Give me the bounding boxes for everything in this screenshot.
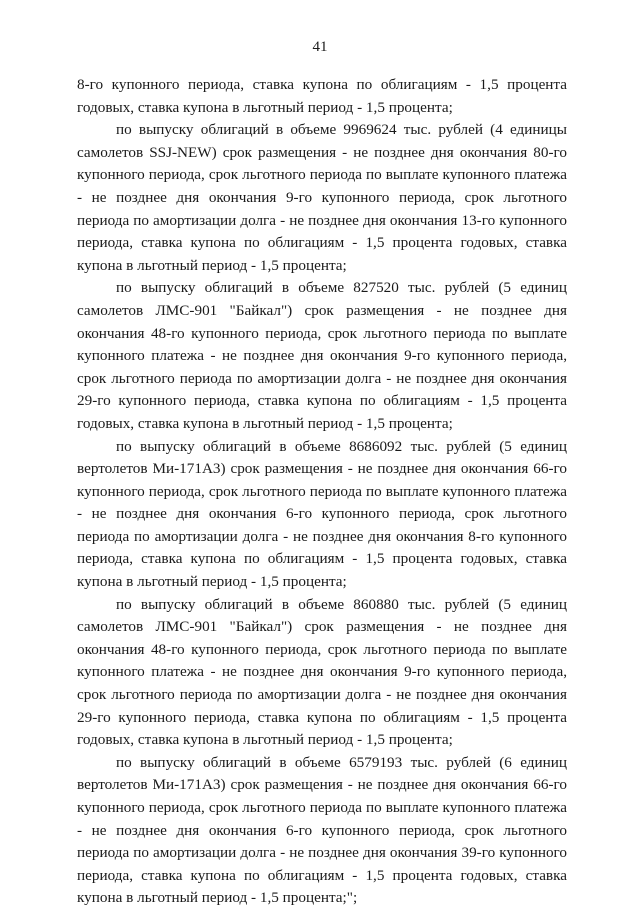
paragraph-mi171a3-issue-1: по выпуску облигаций в объеме 8686092 тыс. рублей (5 единиц вертолетов Ми-171А3) срок размещения - не позднее дня окончания 66-го купонного периода, срок льготного периода по выплате купонного платежа - не позднее дня окончания 6-го купонного периода, срок льготного периода по амортизации долга - не позднее дня окончания 8-го купонного периода, ставка купона по облигациям - 1,5 процента годовых, ставка купона в льготный период - 1,5 процента;	[77, 437, 567, 591]
paragraph-ssj-new-issue: по выпуску облигаций в объеме 9969624 тыс. рублей (4 единицы самолетов SSJ-NEW) срок размещения - не позднее дня окончания 80-го купонного периода, срок льготного периода по выплате купонного платежа - не позднее дня окончания 9-го купонного периода, срок льготного периода по амортизации долга - не позднее дня окончания 13-го купонного периода, ставка купона по облигациям - 1,5 процента годовых, ставка купона в льготный период - 1,5 процента;	[77, 121, 567, 274]
paragraph-mi171a3-issue-2: по выпуску облигаций в объеме 6579193 тыс. рублей (6 единиц вертолетов Ми-171А3) срок размещения - не позднее дня окончания 66-го купонного периода, срок льготного периода по выплате купонного платежа - не позднее дня окончания 6-го купонного периода, срок льготного периода по амортизации долга - не позднее дня окончания 39-го купонного периода, ставка купона по облигациям - 1,5 процента годовых, ставка купона в льготный период - 1,5 процента;";	[77, 753, 567, 907]
paragraph-continuation: 8-го купонного периода, ставка купона по облигациям - 1,5 процента годовых, ставка купона в льготный период - 1,5 процента;	[77, 76, 567, 116]
document-body	[77, 74, 567, 910]
page-number: 41	[312, 39, 328, 55]
paragraph-lms901-issue-1: по выпуску облигаций в объеме 827520 тыс. рублей (5 единиц самолетов ЛМС-901 "Байкал") срок размещения - не позднее дня окончания 48-го купонного периода, срок льготного периода по выплате купонного платежа - не позднее дня окончания 9-го купонного периода, срок льготного периода по амортизации долга - не позднее дня окончания 29-го купонного периода, ставка купона по облигациям - 1,5 процента годовых, ставка купона в льготный период - 1,5 процента;	[77, 279, 567, 432]
paragraph-lms901-issue-2: по выпуску облигаций в объеме 860880 тыс. рублей (5 единиц самолетов ЛМС-901 "Байкал") срок размещения - не позднее дня окончания 48-го купонного периода, срок льготного периода по выплате купонного платежа - не позднее дня окончания 9-го купонного периода, срок льготного периода по амортизации долга - не позднее дня окончания 29-го купонного периода, ставка купона по облигациям - 1,5 процента годовых, ставка купона в льготный период - 1,5 процента;	[77, 595, 567, 749]
